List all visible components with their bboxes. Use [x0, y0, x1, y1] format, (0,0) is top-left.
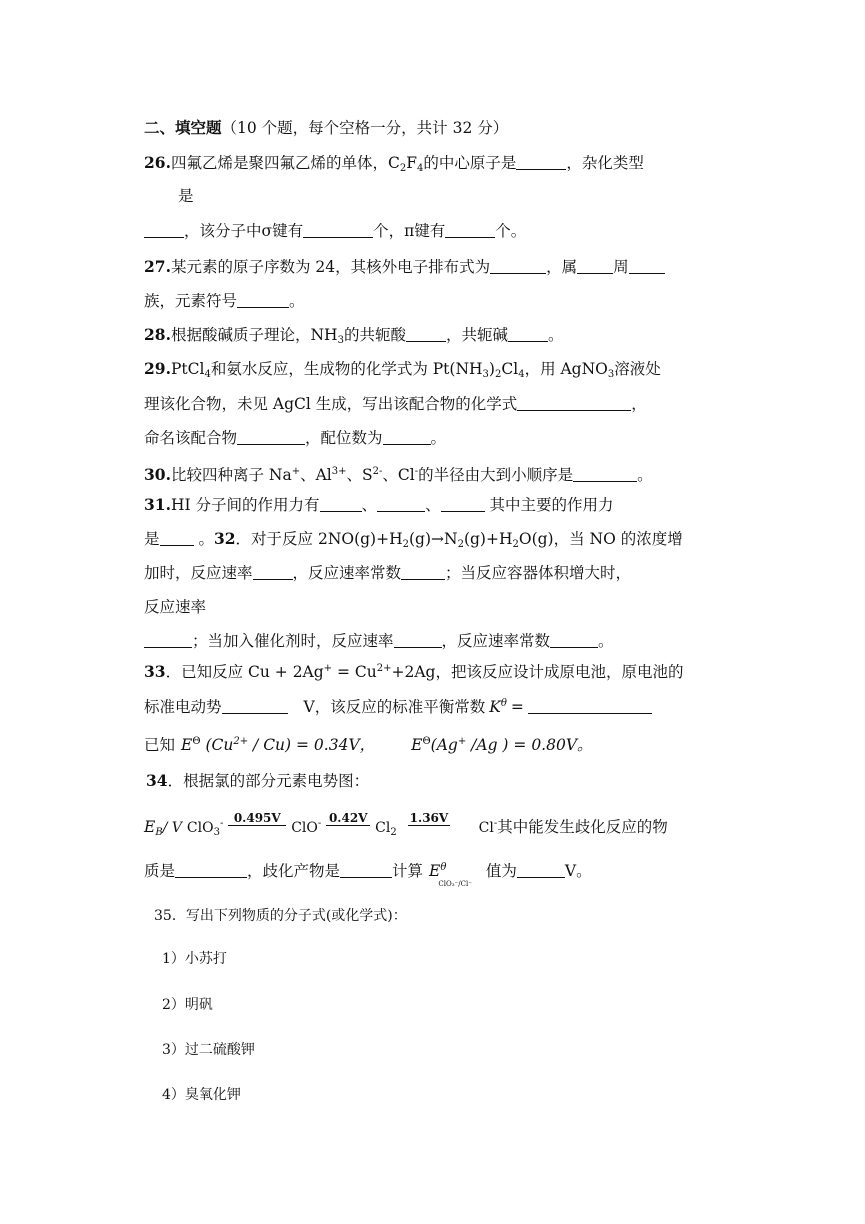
q29-text: PtCl: [170, 360, 205, 378]
answer-blank[interactable]: [320, 496, 362, 512]
q34-line1: [146, 771, 369, 791]
answer-blank[interactable]: [573, 466, 637, 482]
answer-blank[interactable]: [406, 326, 446, 342]
q32-line2: [144, 563, 631, 583]
answer-blank[interactable]: [175, 862, 247, 878]
q29-text: Cl: [501, 360, 519, 378]
q29-number: 29.: [144, 359, 171, 378]
q33-line3: 已知 $E^\Theta$ $(Cu^{2+} / Cu) = 0.34V$， $E^\Theta(Ag^+$ /Ag ) = 0.80V。: [144, 736, 593, 754]
answer-blank[interactable]: [222, 698, 288, 714]
q34-text: 值为: [485, 862, 517, 880]
q32-text: ，反应速率常数: [441, 632, 551, 650]
q34-sub: 3: [213, 827, 220, 838]
q32-text: 反应速率: [144, 598, 207, 616]
q26-text: ，杂化类型: [566, 154, 644, 172]
q30-text: 、Al: [300, 466, 332, 484]
q30-text: 、Cl: [382, 466, 415, 484]
q27-text: 族，元素符号: [144, 292, 238, 310]
q29-text: 命名该配合物: [144, 429, 238, 447]
theta-symbol: θ: [440, 862, 447, 873]
q33-number: 33: [144, 662, 166, 681]
q34-sub: 2: [390, 827, 397, 838]
answer-blank[interactable]: [144, 222, 184, 238]
q28-text: 。: [547, 326, 564, 344]
q31-text: 、: [361, 496, 378, 514]
species-clo: ClO: [291, 820, 318, 836]
q33-text: /Ag ) = 0.80V。: [466, 736, 593, 754]
answer-blank[interactable]: [237, 292, 289, 308]
e-symbol: E: [144, 818, 156, 836]
q34-line3: [144, 858, 592, 894]
q33-line1: 33．已知反应 $Cu + 2Ag^+ = Cu^{2+}+2Ag$，把该反应设计成原电池，原电池的: [144, 662, 684, 681]
q26-text: 四氟乙烯是聚四氟乙烯的单体，C: [170, 154, 400, 172]
q31-text: 。: [193, 530, 214, 548]
answer-blank[interactable]: [253, 564, 293, 580]
e-symbol: E: [429, 862, 441, 880]
q29-text: 。: [430, 429, 447, 447]
answer-blank[interactable]: [577, 258, 613, 274]
q33-text: +2Ag，把该反应设计成原电池，原电池的: [391, 663, 684, 681]
q31-text: HI 分子间的作用力有: [170, 496, 320, 514]
q32-line3: [144, 597, 206, 617]
q33-text: V，该反应的标准平衡常数: [303, 698, 486, 716]
q34-text: 其中能发生歧化反应的物: [497, 818, 668, 836]
q26-line1: [144, 153, 644, 179]
q33-line2: [144, 694, 652, 717]
answer-blank[interactable]: [517, 395, 631, 411]
section-note: （10 个题，每个空格一分，共计 32 分）: [221, 119, 509, 137]
q33-text: (Ag: [430, 736, 458, 754]
q29-line3: [144, 428, 446, 448]
q32-line4: [144, 631, 614, 651]
q31-q32-line: 是 。32．对于反应 $2NO(g)+H_2(g)\to N_2(g)+H_2O(g)$，当 NO 的浓度增: [144, 529, 683, 550]
q33-text: ．已知反应 Cu + 2Ag: [165, 663, 324, 681]
answer-blank[interactable]: [340, 862, 392, 878]
q31-text: 、: [425, 496, 441, 514]
answer-blank[interactable]: [441, 496, 485, 512]
q29-line2: [144, 394, 647, 414]
q28-number: 28.: [144, 325, 171, 344]
q34-text: ，歧化产物是: [247, 862, 341, 880]
theta-symbol: Θ: [422, 736, 431, 747]
q26-line3: [144, 221, 526, 241]
answer-blank[interactable]: [516, 154, 566, 170]
answer-blank[interactable]: [303, 222, 373, 238]
q32-number: 32: [213, 529, 236, 548]
q29-text: 和氨水反应，生成物的化学式为 Pt(NH: [210, 360, 483, 378]
q29-text: ): [488, 360, 495, 378]
q34-text: 质是: [144, 862, 176, 880]
q27-line2: [144, 291, 305, 311]
potential-value: 0.495V: [228, 811, 286, 826]
q29-text: ，用 AgNO: [524, 360, 608, 378]
q31-number: 31.: [144, 495, 171, 514]
answer-blank[interactable]: [550, 632, 598, 648]
answer-blank[interactable]: [383, 429, 431, 445]
answer-blank[interactable]: [445, 222, 495, 238]
q31-text: 其中主要的作用力: [484, 496, 614, 514]
q26-text: 是: [178, 187, 194, 205]
q29-line1: 29.PtCl$_4$和氨水反应，生成物的化学式为 $Pt(NH_3)_2Cl_4$，用 AgNO$_3$溶液处: [144, 359, 661, 380]
q29-text: 理该化合物，未见 AgCl 生成，写出该配合物的化学式: [144, 395, 518, 413]
q27-text: ，属: [546, 258, 578, 276]
equals-sign: =: [510, 698, 524, 716]
q29-text: ，: [631, 395, 647, 413]
q33-text: 标准电动势: [144, 698, 222, 716]
q32-text: 。: [598, 632, 614, 650]
q28-text: 的共轭酸: [343, 326, 406, 344]
answer-blank[interactable]: [160, 530, 194, 546]
q32-text: (g)→N: [409, 530, 458, 548]
answer-blank[interactable]: [237, 429, 305, 445]
potential-diagram: [144, 806, 668, 842]
q27-text: 。: [289, 292, 305, 310]
q33-text: / Cu) = 0.34V，: [248, 736, 376, 754]
answer-blank[interactable]: [629, 258, 665, 274]
q31-line1: [144, 495, 614, 515]
q32-text: O(g)，当 NO 的浓度增: [518, 530, 683, 548]
q30-text: 比较四种离子 Na: [170, 466, 292, 484]
q27-line1: [144, 257, 665, 277]
answer-blank[interactable]: [490, 258, 546, 274]
answer-blank[interactable]: [394, 632, 442, 648]
q26-line2: [178, 186, 194, 206]
species-cl: Cl: [478, 820, 494, 836]
q34-sup: -: [317, 818, 322, 829]
q35-item: 4）臭氧化钾: [162, 1087, 241, 1103]
theta-symbol: θ: [500, 698, 507, 709]
q30-line: 30.比较四种离子 Na+、$Al^{3+}$、$S^{2-}$、Cl-的半径由大到小顺序是 。: [144, 465, 653, 484]
e-symbol: E: [411, 736, 423, 754]
q35-item: 1）小苏打: [162, 951, 227, 967]
q28-line: [144, 325, 563, 351]
q33-text: (Cu: [200, 736, 234, 754]
answer-blank[interactable]: [517, 862, 565, 878]
q26-text: F: [406, 154, 417, 172]
q30-text: 的半径由大到小顺序是: [418, 466, 574, 484]
q35-item: 2）明矾: [162, 997, 213, 1013]
q27-number: 27.: [144, 257, 171, 276]
q26-number: 26.: [144, 153, 171, 172]
q34-sup: -: [493, 818, 498, 829]
q32-text: 加时，反应速率: [144, 564, 253, 582]
q28-text: 根据酸碱质子理论，NH: [170, 326, 338, 344]
q33-text: 已知: [144, 736, 176, 754]
potential-arrow: [326, 811, 370, 826]
k-symbol: K: [489, 698, 501, 716]
section-title: 二、填空题: [144, 118, 222, 137]
species-clo3: ClO: [186, 820, 214, 836]
q34-sup: -: [219, 818, 224, 829]
unit-label: / V: [162, 820, 182, 836]
potential-value: 0.42V: [326, 811, 370, 826]
q27-text: 某元素的原子序数为 24，其核外电子排布式为: [170, 258, 491, 276]
answer-blank[interactable]: [144, 632, 192, 648]
answer-blank[interactable]: [401, 564, 445, 580]
e-sub: B: [155, 827, 163, 838]
q28-text: ，共轭碱: [445, 326, 508, 344]
section-heading: [144, 118, 508, 138]
q35-item: 3）过二硫酸钾: [162, 1042, 255, 1058]
q31-text: 是: [144, 530, 160, 548]
e-symbol: E: [181, 736, 193, 754]
q34-text: 计算: [392, 862, 424, 880]
calc-sub: ClO₃⁻/Cl⁻: [438, 880, 472, 888]
q32-text: ，反应速率常数: [292, 564, 402, 582]
q34-text: ．根据氯的部分元素电势图：: [167, 772, 370, 790]
theta-symbol: Θ: [192, 736, 201, 747]
q30-text: 、S: [346, 466, 373, 484]
q26-text: 个。: [495, 222, 527, 240]
q32-text: ；当反应容器体积增大时，: [445, 564, 632, 582]
q29-text: ，配位数为: [305, 429, 383, 447]
q26-sub: 4: [416, 163, 424, 174]
potential-arrow: [228, 811, 286, 826]
q34-number: 34: [146, 771, 168, 790]
q34-text: V。: [564, 862, 592, 880]
q35-title: 35．写出下列物质的分子式(或化学式)：: [154, 908, 407, 924]
q26-text: ，该分子中σ键有: [184, 222, 304, 240]
potential-arrow: [408, 811, 450, 826]
answer-blank[interactable]: [508, 326, 548, 342]
q30-number: 30.: [144, 465, 171, 484]
q29-text: 溶液处: [614, 360, 661, 378]
q33-text: = Cu: [332, 663, 377, 681]
answer-blank[interactable]: [528, 698, 652, 714]
q26-text: 的中心原子是: [423, 154, 517, 172]
potential-value: 1.36V: [409, 811, 449, 825]
answer-blank[interactable]: [377, 496, 425, 512]
q26-text: 个，π键有: [373, 222, 446, 240]
q30-text: 。: [637, 466, 653, 484]
q32-text: (g)+H: [463, 530, 513, 548]
q27-text: 周: [613, 258, 629, 276]
q26-sub: 2: [399, 163, 407, 174]
species-cl2: Cl: [375, 820, 391, 836]
q32-text: ．对于反应 2NO(g)+H: [235, 530, 403, 548]
q28-sub: 3: [337, 335, 344, 346]
q32-text: ；当加入催化剂时，反应速率: [192, 632, 394, 650]
